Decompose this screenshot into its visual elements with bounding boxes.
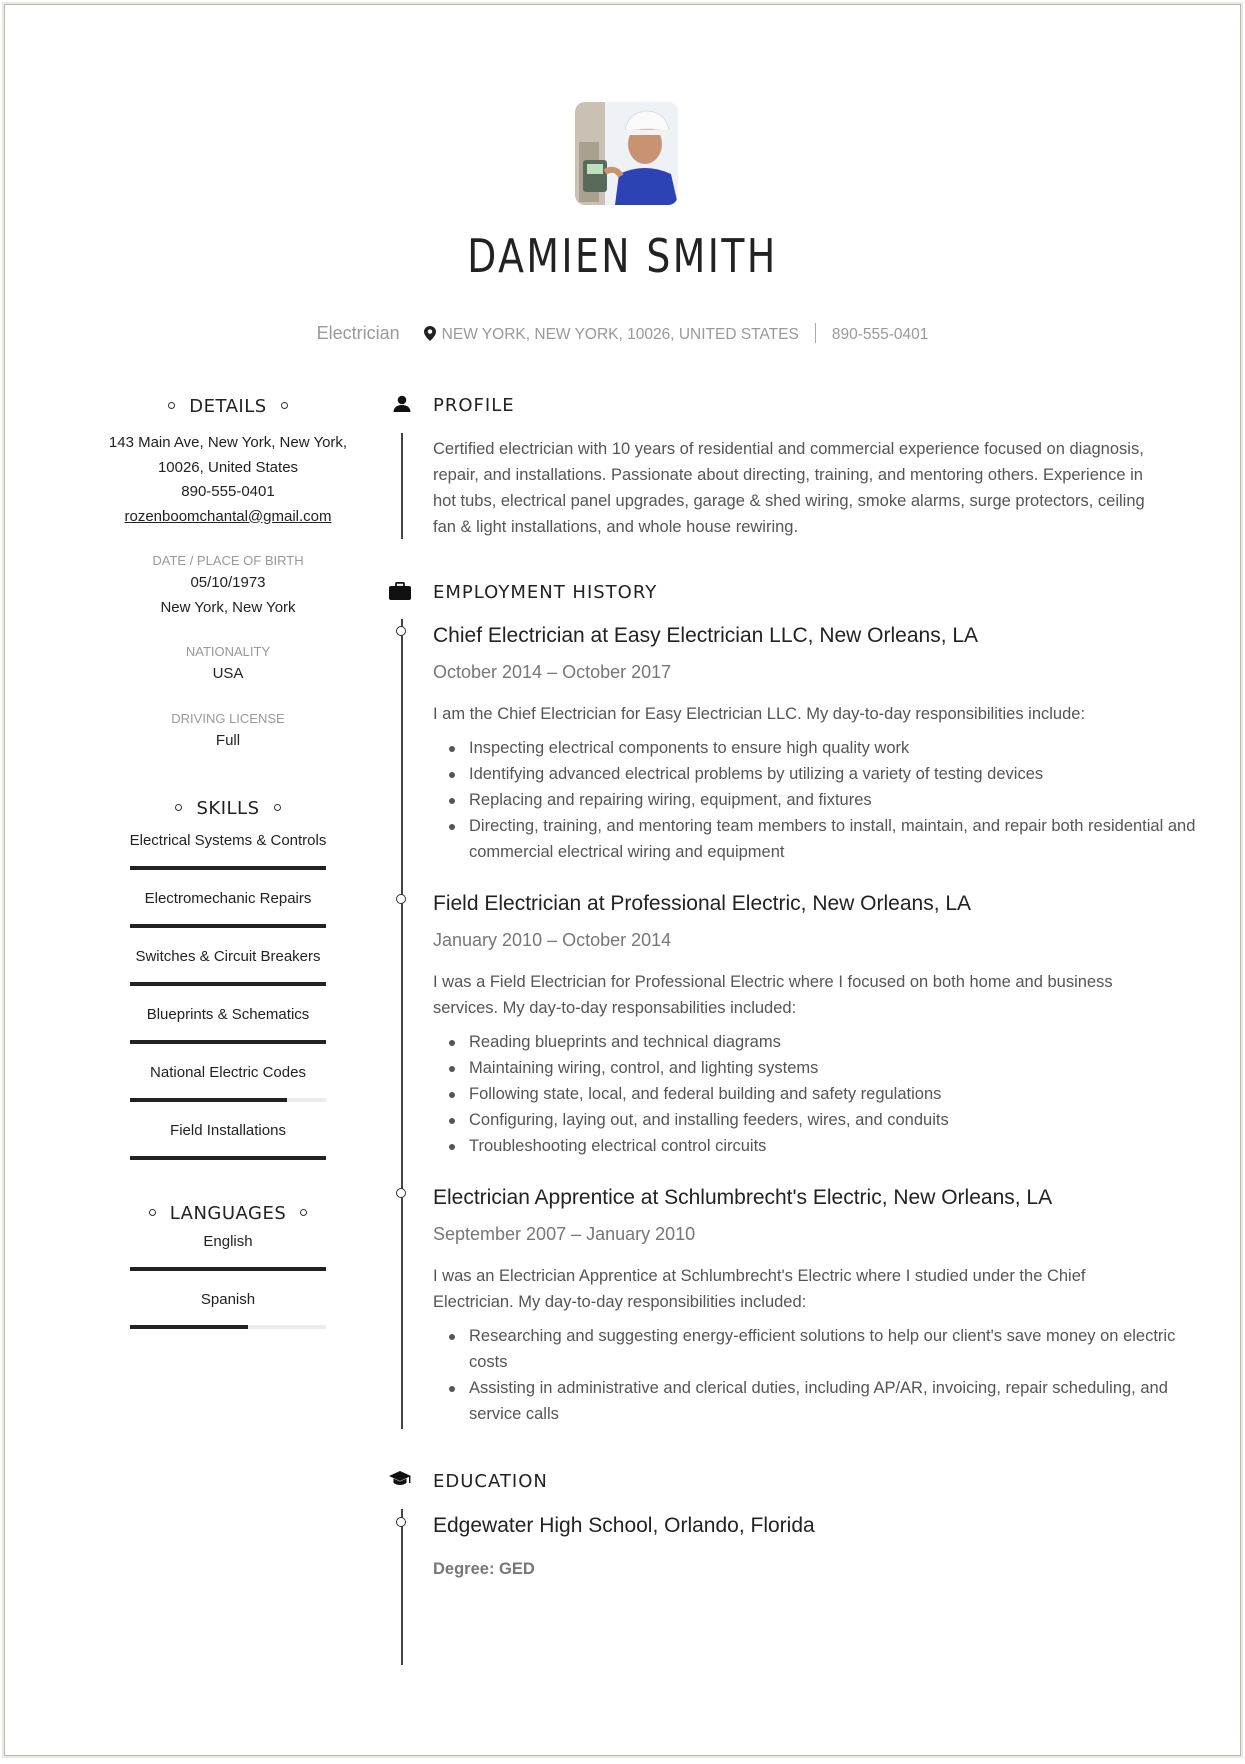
details-address bbox=[103, 431, 353, 529]
birth-place: New York, New York bbox=[160, 598, 296, 616]
languages-heading: LANGUAGES bbox=[103, 1200, 353, 1228]
birth-info bbox=[103, 571, 353, 620]
level-fill bbox=[130, 866, 326, 870]
skill-name: Electrical Systems & Controls bbox=[129, 832, 327, 849]
job-title: Electrician bbox=[316, 323, 400, 343]
language-name: English bbox=[203, 1233, 253, 1250]
birth-label: DATE / PLACE OF BIRTH bbox=[152, 553, 304, 568]
job-dates-2: January 2010 – October 2014 bbox=[433, 930, 672, 950]
header-divider bbox=[815, 323, 816, 343]
timeline-node bbox=[396, 1517, 406, 1527]
job-bullets-1 bbox=[433, 735, 1199, 865]
skill-level-bar bbox=[130, 1098, 326, 1102]
details-heading: DETAILS bbox=[103, 393, 353, 421]
skill-name: National Electric Codes bbox=[150, 1064, 306, 1081]
list-item: Identifying advanced electrical problems by utilizing a variety of testing devices bbox=[469, 761, 1199, 787]
nationality-value: USA bbox=[212, 665, 244, 682]
sidebar bbox=[103, 393, 353, 1329]
email-link[interactable]: rozenboomchantal@gmail.com bbox=[124, 507, 332, 525]
skill-item bbox=[103, 1005, 353, 1044]
employment-timeline bbox=[401, 619, 403, 1429]
employment-heading: EMPLOYMENT HISTORY bbox=[433, 582, 658, 603]
candidate-name: DAMIEN SMITH bbox=[467, 229, 778, 283]
job-intro-3: I was an Electrician Apprentice at Schlumbrecht's Electric where I studied under the Chief Electrician. My day-to-day responsibilities included: bbox=[433, 1267, 1086, 1311]
profile-photo bbox=[575, 102, 678, 205]
level-fill bbox=[130, 924, 326, 928]
list-item: Following state, local, and federal building and safety regulations bbox=[469, 1081, 1199, 1107]
list-item: Reading blueprints and technical diagrams bbox=[469, 1029, 1199, 1055]
skill-level-bar bbox=[130, 924, 326, 928]
list-item: Configuring, laying out, and installing feeders, wires, and conduits bbox=[469, 1107, 1199, 1133]
level-fill bbox=[130, 982, 326, 986]
language-item bbox=[103, 1232, 353, 1271]
language-item bbox=[103, 1290, 353, 1329]
language-level-bar bbox=[130, 1267, 326, 1271]
job-bullets-2 bbox=[433, 1029, 1199, 1159]
list-item: Directing, training, and mentoring team members to install, maintain, and repair both residential and commercial electrical wiring and equipment bbox=[469, 813, 1199, 865]
job-bullets-3 bbox=[433, 1323, 1199, 1427]
skill-name: Switches & Circuit Breakers bbox=[135, 948, 321, 965]
job-title-2: Field Electrician at Professional Electric, New Orleans, LA bbox=[433, 892, 972, 915]
skill-level-bar bbox=[130, 1156, 326, 1160]
graduation-cap-icon bbox=[389, 1471, 415, 1493]
list-item: Maintaining wiring, control, and lighting systems bbox=[469, 1055, 1199, 1081]
job-intro-2: I was a Field Electrician for Professional Electric where I focused on both home and business services. My day-to-day responsabilities included: bbox=[433, 973, 1113, 1017]
job-intro-1: I am the Chief Electrician for Easy Electrician LLC. My day-to-day responsibilities include: bbox=[433, 705, 1086, 723]
job-title-1: Chief Electrician at Easy Electrician LLC, New Orleans, LA bbox=[433, 624, 979, 647]
profile-text: Certified electrician with 10 years of residential and commercial experience focused on diagnosis, repair, and installations. Passionate about directing, training, and mentoring others. Experience in hot tubs, electrical panel upgrades, garage & shed wiring, smoke alarms, surge protectors, ceiling fan & light installations, and whole house rewiring. bbox=[433, 440, 1145, 536]
birth-date: 05/10/1973 bbox=[190, 574, 266, 591]
list-item: Researching and suggesting energy-efficient solutions to help our client's save money on electric costs bbox=[469, 1323, 1199, 1375]
skill-level-bar bbox=[130, 866, 326, 870]
map-pin-icon bbox=[424, 326, 436, 346]
language-name: Spanish bbox=[200, 1291, 256, 1308]
person-icon bbox=[389, 395, 415, 417]
skill-level-bar bbox=[130, 1040, 326, 1044]
address-line-2: 10026, United States bbox=[157, 458, 299, 476]
details-phone: 890-555-0401 bbox=[181, 483, 275, 500]
header-subline bbox=[5, 323, 1240, 346]
languages-list bbox=[103, 1232, 353, 1329]
job-title-3: Electrician Apprentice at Schlumbrecht's Electric, New Orleans, LA bbox=[433, 1186, 1053, 1209]
timeline-node bbox=[396, 894, 406, 904]
skill-item bbox=[103, 1063, 353, 1102]
briefcase-icon bbox=[389, 582, 415, 604]
skill-name: Field Installations bbox=[170, 1122, 286, 1139]
skill-item bbox=[103, 889, 353, 928]
nationality-label: NATIONALITY bbox=[185, 644, 271, 659]
timeline-node bbox=[396, 626, 406, 636]
timeline-node bbox=[396, 1188, 406, 1198]
job-dates-3: September 2007 – January 2010 bbox=[433, 1224, 696, 1244]
list-item: Replacing and repairing wiring, equipment, and fixtures bbox=[469, 787, 1199, 813]
level-fill bbox=[130, 1156, 326, 1160]
header-location: NEW YORK, NEW YORK, 10026, UNITED STATES bbox=[441, 326, 799, 343]
job-dates-1: October 2014 – October 2017 bbox=[433, 662, 672, 682]
level-fill bbox=[130, 1325, 248, 1329]
level-fill bbox=[130, 1267, 326, 1271]
education-heading: EDUCATION bbox=[433, 1471, 548, 1492]
skills-heading: SKILLS bbox=[103, 795, 353, 823]
license-value: Full bbox=[215, 731, 241, 749]
skill-item bbox=[103, 1121, 353, 1160]
skill-item bbox=[103, 831, 353, 870]
level-fill bbox=[130, 1098, 287, 1102]
level-fill bbox=[130, 1040, 326, 1044]
skill-item bbox=[103, 947, 353, 986]
degree: Degree: GED bbox=[433, 1560, 535, 1578]
list-item: Troubleshooting electrical control circuits bbox=[469, 1133, 1199, 1159]
education-timeline bbox=[401, 1509, 403, 1665]
skill-name: Electromechanic Repairs bbox=[144, 890, 312, 907]
list-item: Inspecting electrical components to ensure high quality work bbox=[469, 735, 1199, 761]
skill-level-bar bbox=[130, 982, 326, 986]
language-level-bar bbox=[130, 1325, 326, 1329]
list-item: Assisting in administrative and clerical duties, including AP/AR, invoicing, repair scheduling, and service calls bbox=[469, 1375, 1199, 1427]
resume-page bbox=[4, 4, 1241, 1756]
profile-timeline bbox=[401, 433, 403, 539]
skills-list bbox=[103, 831, 353, 1160]
license-label: DRIVING LICENSE bbox=[171, 710, 285, 726]
skill-name: Blueprints & Schematics bbox=[146, 1006, 310, 1023]
address-line-1: 143 Main Ave, New York, New York, bbox=[108, 434, 348, 451]
header-phone: 890-555-0401 bbox=[831, 326, 929, 343]
profile-heading: PROFILE bbox=[433, 395, 515, 416]
school-name: Edgewater High School, Orlando, Florida bbox=[433, 1514, 815, 1537]
